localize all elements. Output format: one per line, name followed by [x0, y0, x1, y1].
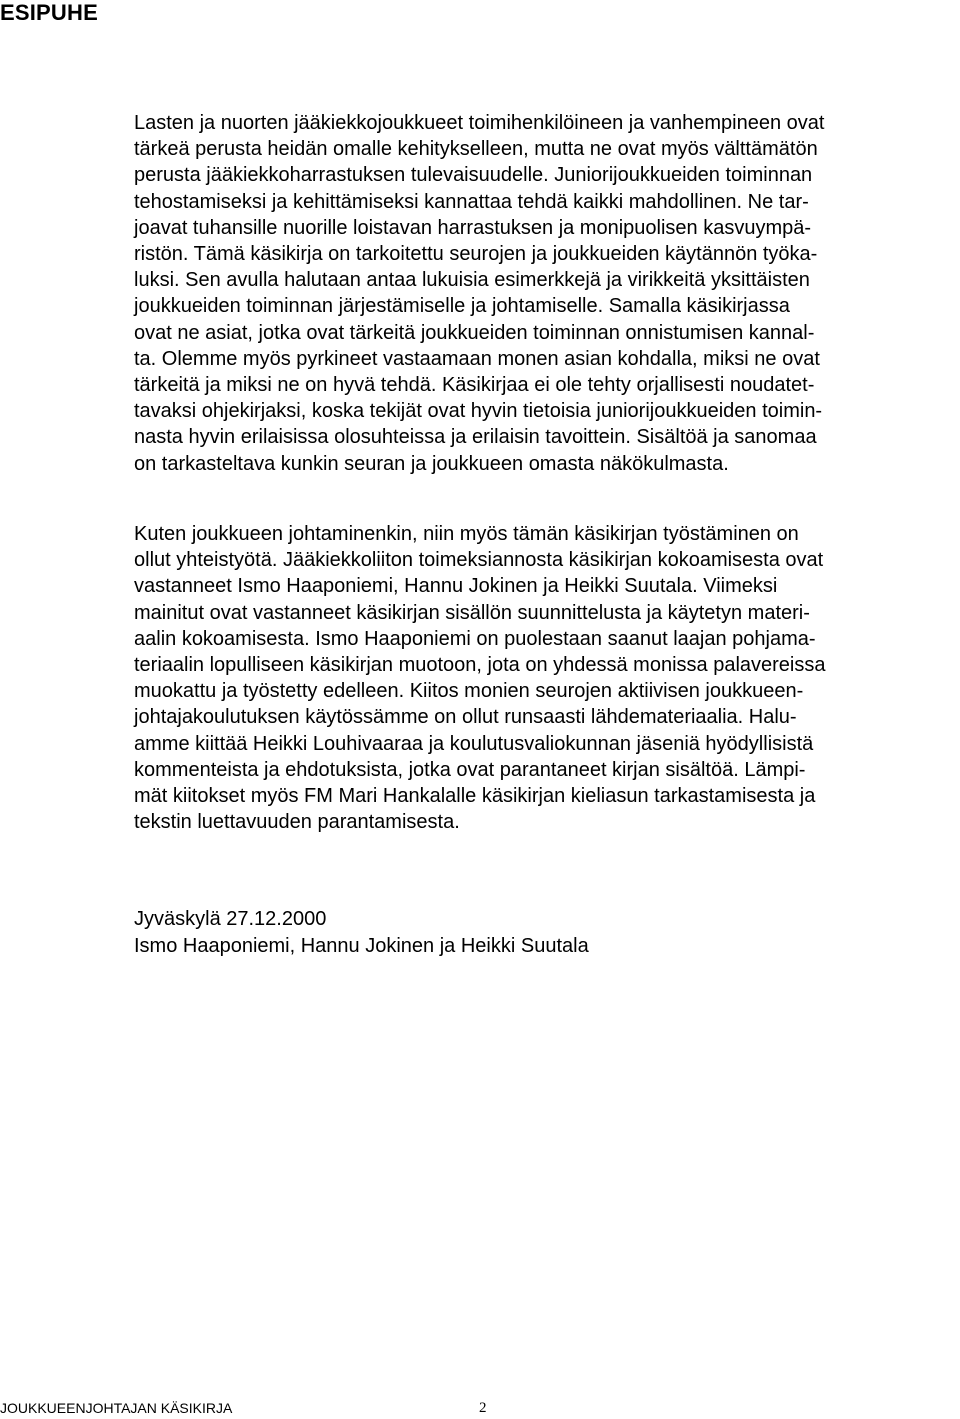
- text-line: tekstin luettavuuden parantamisesta.: [134, 811, 460, 834]
- text-line: tärkeä perusta heidän omalle kehitykselleen, mutta ne ovat myös välttämätön: [134, 138, 818, 161]
- page-title: ESIPUHE: [0, 0, 98, 25]
- text-line: Kuten joukkueen johtaminenkin, niin myös tämän käsikirjan työstäminen on: [134, 523, 799, 545]
- text-line: muokattu ja työstetty edelleen. Kiitos monien seurojen aktiivisen joukkueen-: [134, 680, 804, 703]
- text-line: kommenteista ja ehdotuksista, jotka ovat parantaneet kirjan sisältöä. Lämpi-: [134, 758, 806, 781]
- text-line: ristön. Tämä käsikirja on tarkoitettu seurojen ja joukkueiden käytännön työka-: [134, 243, 818, 266]
- signature-authors: Ismo Haaponiemi, Hannu Jokinen ja Heikki Suutala: [134, 934, 589, 957]
- text-line: ovat ne asiat, jotka ovat tärkeitä joukkueiden toiminnan onnistumisen kannal-: [134, 321, 815, 344]
- text-line: ta. Olemme myös pyrkineet vastaamaan monen asian kohdalla, miksi ne ovat: [134, 347, 820, 370]
- text-line: nasta hyvin erilaisissa olosuhteissa ja erilaisin tavoittein. Sisältöä ja sanomaa: [134, 426, 817, 449]
- page-number: 2: [479, 1400, 487, 1416]
- text-line: amme kiittää Heikki Louhivaaraa ja koulutusvaliokunnan jäseniä hyödyllisistä: [134, 732, 814, 755]
- text-line: perusta jääkiekkoharrastuksen tulevaisuudelle. Juniorijoukkueiden toiminnan: [134, 164, 813, 187]
- text-line: Lasten ja nuorten jääkiekkojoukkueet toimihenkilöineen ja vanhempineen ovat: [134, 112, 825, 134]
- text-line: vastanneet Ismo Haaponiemi, Hannu Jokinen ja Heikki Suutala. Viimeksi: [134, 575, 778, 598]
- signature-block: [134, 906, 589, 959]
- page-footer: [0, 1398, 520, 1418]
- text-line: tehostamiseksi ja kehittämiseksi kannattaa tehdä kaikki mahdollinen. Ne tar-: [134, 190, 809, 213]
- paragraph-intro: [134, 110, 960, 477]
- text-line: mainitut ovat vastanneet käsikirjan sisällön suunnittelusta ja käytetyn materi-: [134, 601, 810, 624]
- text-line: ollut yhteistyötä. Jääkiekkoliiton toimeksiannosta käsikirjan kokoamisesta ovat: [134, 549, 824, 572]
- text-line: mät kiitokset myös FM Mari Hankalalle käsikirjan kieliasun tarkastamisesta ja: [134, 785, 816, 808]
- place-date: Jyväskylä 27.12.2000: [134, 908, 327, 930]
- text-line: aalin kokoamisesta. Ismo Haaponiemi on puolestaan saanut laajan pohjama-: [134, 627, 816, 650]
- text-line: tärkeitä ja miksi ne on hyvä tehdä. Käsikirjaa ei ole tehty orjallisesti noudatet-: [134, 374, 815, 397]
- text-line: tavaksi ohjekirjaksi, koska tekijät ovat hyvin tietoisia juniorijoukkueiden toimin-: [134, 400, 823, 423]
- text-line: teriaalin lopulliseen käsikirjan muotoon, jota on yhdessä monissa palavereissa: [134, 654, 826, 677]
- paragraph-acknowledgements: [134, 521, 960, 835]
- text-line: joukkueiden toiminnan järjestämiselle ja johtamiselle. Samalla käsikirjassa: [134, 295, 790, 318]
- text-line: on tarkasteltava kunkin seuran ja joukkueen omasta näkökulmasta.: [134, 452, 729, 475]
- text-line: luksi. Sen avulla halutaan antaa lukuisia esimerkkejä ja virikkeitä yksittäisten: [134, 269, 810, 292]
- footer-title: JOUKKUEENJOHTAJAN KÄSIKIRJA: [0, 1400, 233, 1416]
- text-line: johtajakoulutuksen käytössämme on ollut runsaasti lähdemateriaalia. Halu-: [134, 706, 797, 729]
- text-line: joavat tuhansille nuorille loistavan harrastuksen ja monipuolisen kasvuympä-: [134, 216, 812, 239]
